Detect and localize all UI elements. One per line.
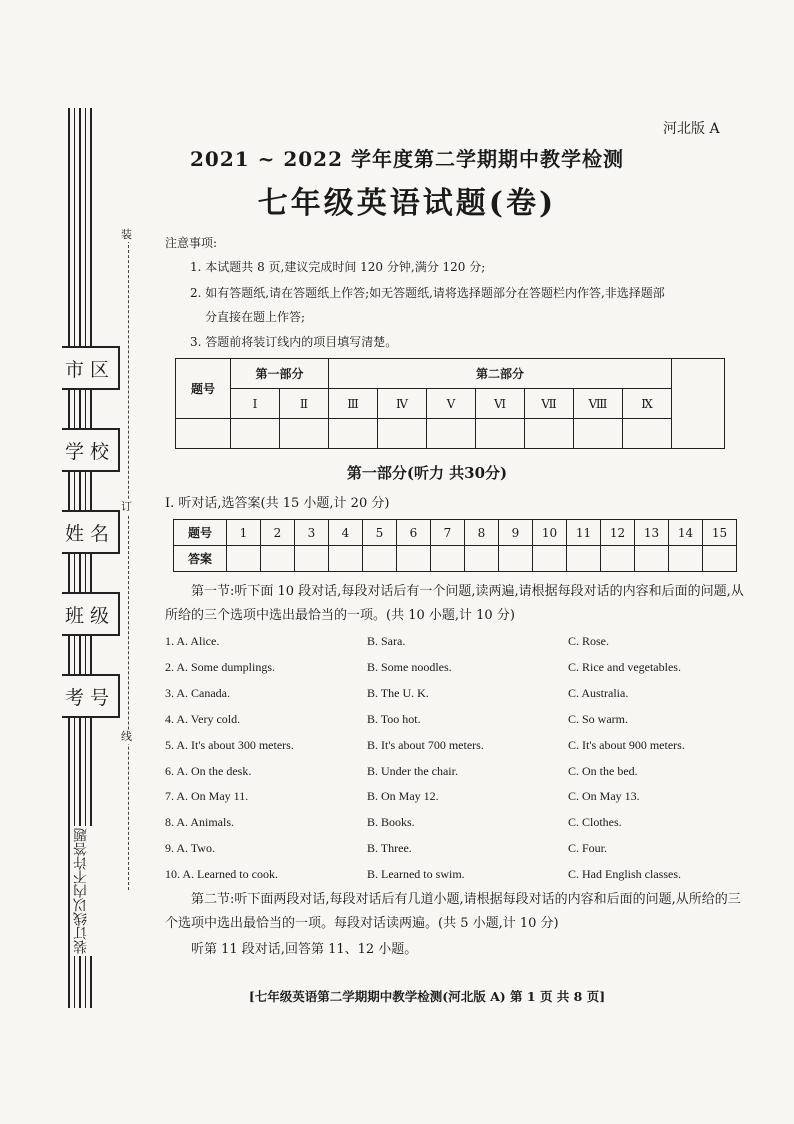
question-option-b[interactable]: B. Sara. xyxy=(367,634,406,648)
question-option-b[interactable]: B. It's about 700 meters. xyxy=(367,737,484,752)
answer-number: 12 xyxy=(601,520,635,546)
question-option-a[interactable]: 4. A. Very cold. xyxy=(165,711,241,726)
binding-mark: 订 xyxy=(121,500,132,513)
field-school[interactable]: 学校 xyxy=(62,428,120,472)
score-numeral: Ⅷ xyxy=(574,389,623,419)
answer-number: 13 xyxy=(635,520,669,546)
score-numeral: Ⅵ xyxy=(476,389,525,419)
question-option-a[interactable]: 1. A. Alice. xyxy=(165,634,220,648)
question-option-a[interactable]: 8. A. Animals. xyxy=(165,815,235,830)
question-option-c[interactable]: C. Rice and vegetables. xyxy=(568,659,681,674)
binding-mark: 线 xyxy=(121,730,132,743)
question-option-a[interactable]: 9. A. Two. xyxy=(165,841,215,856)
answer-cell[interactable] xyxy=(601,546,635,572)
question-option-b[interactable]: B. Under the chair. xyxy=(367,763,458,778)
score-cell[interactable] xyxy=(574,419,623,449)
answer-number: 15 xyxy=(703,520,737,546)
part1-title: 第一部分(听力 共30分) xyxy=(346,464,508,482)
answer-cell[interactable] xyxy=(397,546,431,572)
score-part2-head: 第二部分 xyxy=(329,359,672,389)
section1-part2-instructions: 第二节:听下面两段对话,每段对话后有几道小题,请根据每段对话的内容和后面的问题,从所给的三个选项中选出最恰当的一项。每段对话读两遍。(共 5 小题,计 10 分) xyxy=(165,892,741,931)
score-numeral: Ⅶ xyxy=(525,389,574,419)
answer-number: 7 xyxy=(431,520,465,546)
answer-cell[interactable] xyxy=(227,546,261,572)
question-option-c[interactable]: C. It's about 900 meters. xyxy=(568,737,685,752)
answer-number: 14 xyxy=(669,520,703,546)
score-cell[interactable] xyxy=(329,419,378,449)
score-part1-head: 第一部分 xyxy=(231,359,329,389)
score-numeral: Ⅳ xyxy=(378,389,427,419)
question-option-a[interactable]: 7. A. On May 11. xyxy=(165,789,249,804)
score-cell[interactable] xyxy=(176,419,231,449)
question-option-b[interactable]: B. Books. xyxy=(367,815,415,830)
answer-row-head: 题号 xyxy=(174,520,227,546)
answer-cell[interactable] xyxy=(363,546,397,572)
answer-number: 1 xyxy=(227,520,261,546)
score-cell[interactable] xyxy=(231,419,280,449)
note-item: 分直接在题上作答; xyxy=(205,310,306,324)
section1-heading: Ⅰ. 听对话,选答案(共 15 小题,计 20 分) xyxy=(165,496,390,511)
answer-cell[interactable] xyxy=(669,546,703,572)
note-item: 2. 如有答题纸,请在答题纸上作答;如无答题纸,请将选择题部分在答题栏内作答,非选择题部 xyxy=(190,286,665,300)
question-option-c[interactable]: C. Australia. xyxy=(568,685,629,700)
listen-instruction: 听第 11 段对话,回答第 11、12 小题。 xyxy=(191,942,418,957)
question-option-b[interactable]: B. The U. K. xyxy=(367,685,429,700)
exam-title: 七年级英语试题(卷) xyxy=(257,186,557,221)
field-name[interactable]: 姓名 xyxy=(62,510,120,554)
score-numeral: Ⅲ xyxy=(329,389,378,419)
question-option-a[interactable]: 10. A. Learned to cook. xyxy=(165,867,278,882)
notes-heading: 注意事项: xyxy=(165,236,218,250)
question-option-a[interactable]: 2. A. Some dumplings. xyxy=(165,659,276,674)
section1-part1-instructions: 第一节:听下面 10 段对话,每段对话后有一个问题,读两遍,请根据每段对话的内容和后面的问题,从所给的三个选项中选出最恰当的一项。(共 10 小题,计 10 分) xyxy=(165,584,744,623)
question-option-c[interactable]: C. Clothes. xyxy=(568,815,622,830)
score-numeral: Ⅱ xyxy=(280,389,329,419)
score-numeral: Ⅰ xyxy=(231,389,280,419)
answer-cell[interactable] xyxy=(465,546,499,572)
score-table xyxy=(175,358,725,449)
answer-cell[interactable] xyxy=(329,546,363,572)
question-option-c[interactable]: C. On the bed. xyxy=(568,763,638,778)
score-cell[interactable] xyxy=(427,419,476,449)
answer-number: 6 xyxy=(397,520,431,546)
score-cell[interactable] xyxy=(623,419,672,449)
answer-table xyxy=(173,519,737,572)
binding-line xyxy=(68,108,70,1008)
answer-cell[interactable] xyxy=(431,546,465,572)
field-class[interactable]: 班级 xyxy=(62,592,120,636)
answer-cell[interactable] xyxy=(499,546,533,572)
score-numeral: Ⅸ xyxy=(623,389,672,419)
question-option-b[interactable]: B. Three. xyxy=(367,841,412,856)
question-option-b[interactable]: B. Too hot. xyxy=(367,711,421,726)
binding-mark: 装 xyxy=(121,228,132,241)
edition-label: 河北版 A xyxy=(663,121,720,137)
answer-number: 8 xyxy=(465,520,499,546)
question-option-a[interactable]: 5. A. It's about 300 meters. xyxy=(165,737,294,752)
binding-note: 装订线以内不许答题 xyxy=(74,826,100,956)
answer-cell[interactable] xyxy=(567,546,601,572)
question-option-c[interactable]: C. On May 13. xyxy=(568,789,640,804)
question-option-c[interactable]: C. Rose. xyxy=(568,634,610,648)
question-option-c[interactable]: C. Four. xyxy=(568,841,608,856)
answer-cell[interactable] xyxy=(635,546,669,572)
answer-cell[interactable] xyxy=(261,546,295,572)
answer-number: 4 xyxy=(329,520,363,546)
answer-number: 11 xyxy=(567,520,601,546)
question-option-b[interactable]: B. Learned to swim. xyxy=(367,867,465,882)
answer-row-head: 答案 xyxy=(174,546,227,572)
score-cell[interactable] xyxy=(525,419,574,449)
score-cell[interactable] xyxy=(476,419,525,449)
answer-cell[interactable] xyxy=(703,546,737,572)
answer-cell[interactable] xyxy=(295,546,329,572)
question-option-b[interactable]: B. Some noodles. xyxy=(367,659,452,674)
answer-cell[interactable] xyxy=(533,546,567,572)
exam-subtitle: 2021 ~ 2022 学年度第二学期期中教学检测 xyxy=(190,147,624,171)
answer-number: 3 xyxy=(295,520,329,546)
score-cell[interactable] xyxy=(378,419,427,449)
question-option-a[interactable]: 6. A. On the desk. xyxy=(165,763,252,778)
score-numeral: Ⅴ xyxy=(427,389,476,419)
field-city[interactable]: 市区 xyxy=(62,346,120,390)
question-option-b[interactable]: B. On May 12. xyxy=(367,789,439,804)
question-option-a[interactable]: 3. A. Canada. xyxy=(165,685,230,700)
note-item: 1. 本试题共 8 页,建议完成时间 120 分钟,满分 120 分; xyxy=(190,260,486,274)
answer-number: 2 xyxy=(261,520,295,546)
score-col-head: 题号 xyxy=(176,359,231,419)
field-exam-number[interactable]: 考号 xyxy=(62,674,120,718)
score-total-cell[interactable] xyxy=(672,359,725,449)
question-option-c[interactable]: C. So warm. xyxy=(568,711,628,726)
cut-line xyxy=(128,230,129,890)
page-footer: [七年级英语第二学期期中教学检测(河北版 A) 第 1 页 共 8 页] xyxy=(248,989,606,1004)
answer-number: 10 xyxy=(533,520,567,546)
question-option-c[interactable]: C. Had English classes. xyxy=(568,867,681,882)
score-cell[interactable] xyxy=(280,419,329,449)
answer-number: 5 xyxy=(363,520,397,546)
note-item: 3. 答题前将装订线内的项目填写清楚。 xyxy=(190,335,398,349)
answer-number: 9 xyxy=(499,520,533,546)
